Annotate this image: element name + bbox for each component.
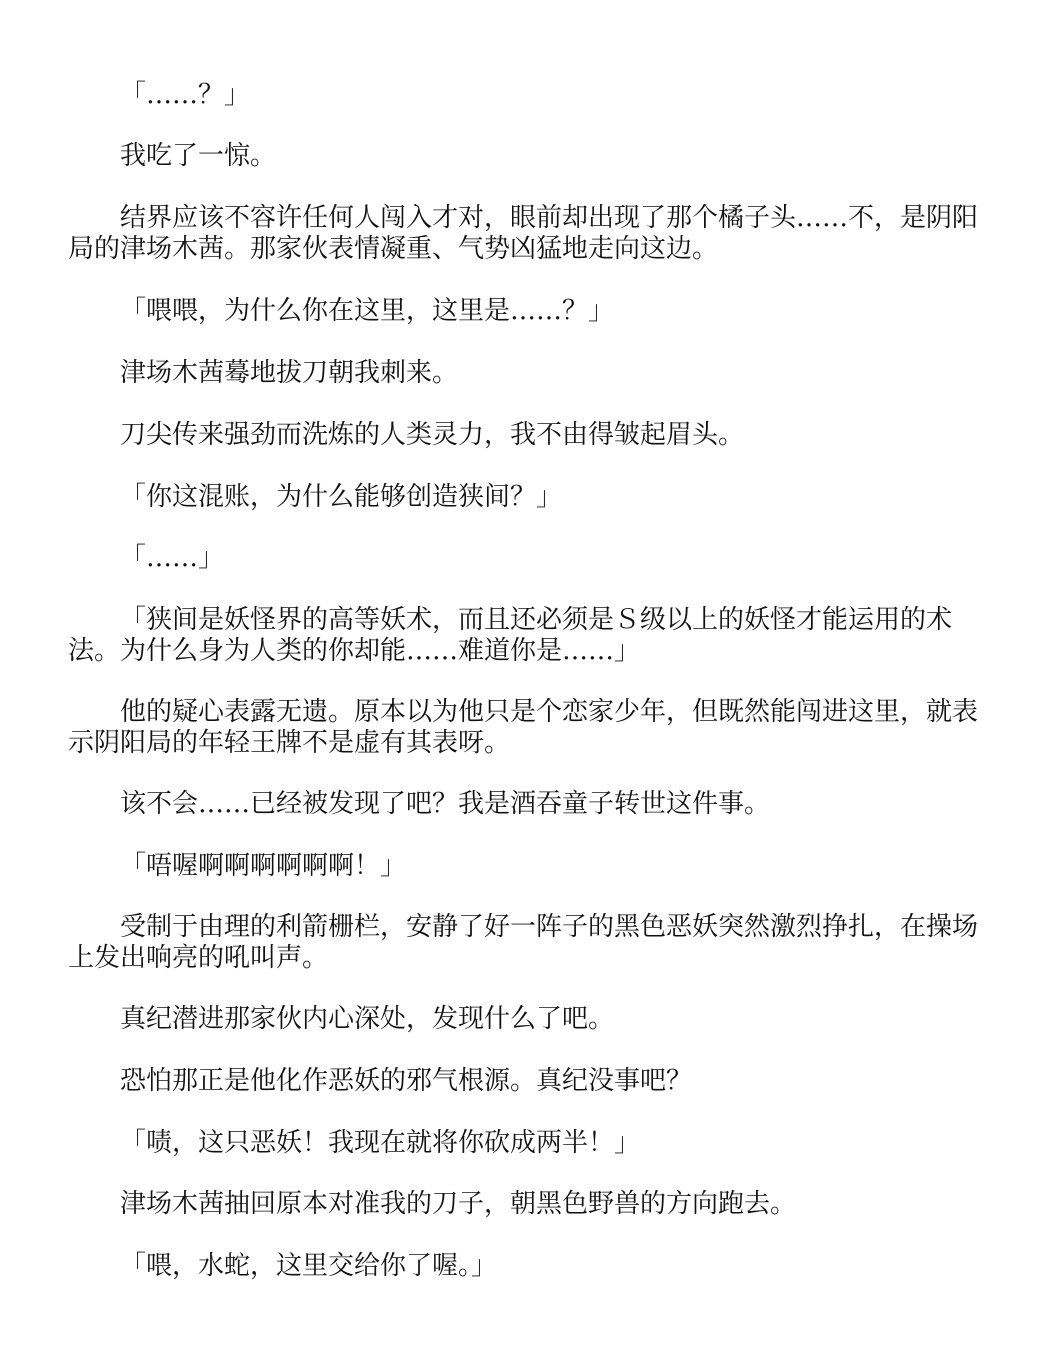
paragraph-1: 「……？」: [120, 80, 251, 110]
paragraph-3: 结界应该不容许任何人闯入才对，眼前却出现了那个橘子头……不，是阴阳局的津场木茜。那家伙表情凝重、气势凶猛地走向这边。: [68, 203, 979, 264]
paragraph-15: 恐怕那正是他化作恶妖的邪气根源。真纪没事吧？: [120, 1066, 693, 1096]
paragraph-18: 「喂，水蛇，这里交给你了喔。」: [120, 1251, 498, 1281]
paragraph-8: 「……」: [120, 543, 225, 573]
paragraph-12: 「唔喔啊啊啊啊啊啊！」: [120, 851, 407, 881]
paragraph-17: 津场木茜抽回原本对准我的刀子，朝黑色野兽的方向跑去。: [120, 1189, 797, 1219]
paragraph-11: 该不会……已经被发现了吧？我是酒吞童子转世这件事。: [120, 789, 771, 819]
paragraph-7: 「你这混账，为什么能够创造狭间？」: [120, 482, 563, 512]
paragraph-16: 「啧，这只恶妖！我现在就将你砍成两半！」: [120, 1128, 641, 1158]
paragraph-6: 刀尖传来强劲而洗炼的人类灵力，我不由得皱起眉头。: [120, 420, 745, 450]
paragraph-14: 真纪潜进那家伙内心深处，发现什么了吧。: [120, 1004, 615, 1034]
paragraph-5: 津场木茜蓦地拔刀朝我刺来。: [120, 358, 459, 388]
paragraph-2: 我吃了一惊。: [120, 141, 277, 171]
paragraph-13: 受制于由理的利箭栅栏，安静了好一阵子的黑色恶妖突然激烈挣扎，在操场上发出响亮的吼叫声。: [68, 912, 979, 973]
paragraph-9: 「狭间是妖怪界的高等妖术，而且还必须是Ｓ级以上的妖怪才能运用的术法。为什么身为人类的你却能……难道你是……」: [68, 605, 953, 666]
paragraph-10: 他的疑心表露无遗。原本以为他只是个恋家少年，但既然能闯进这里，就表示阴阳局的年轻王牌不是虚有其表呀。: [68, 697, 979, 758]
paragraph-4: 「喂喂，为什么你在这里，这里是……？」: [120, 296, 615, 326]
